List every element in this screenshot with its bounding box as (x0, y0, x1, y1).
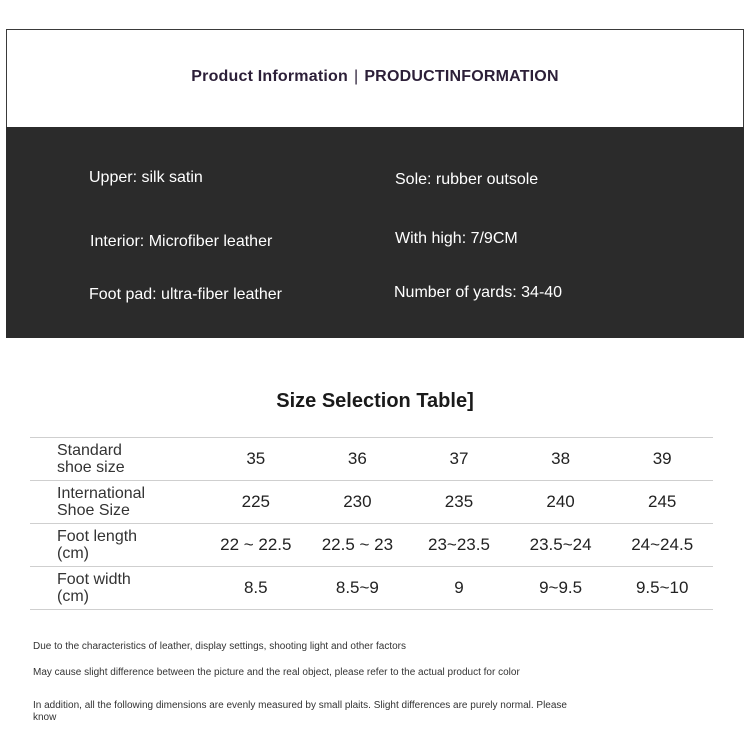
disclaimer-line-2: May cause slight difference between the picture and the real object, please refer to the actual product for color (33, 667, 520, 678)
table-cell: 22.5 ~ 23 (307, 524, 409, 567)
disclaimer-line-3: In addition, all the following dimensions are evenly measured by small plaits. Slight differences are purely normal. Please know (33, 700, 567, 723)
product-info-header (6, 29, 744, 127)
table-row (30, 481, 713, 524)
table-cell: 9 (408, 567, 510, 610)
product-info-panel (6, 127, 744, 338)
table-cell: 35 (205, 438, 307, 481)
info-upper: Upper: silk satin (89, 169, 203, 186)
table-cell: 23.5~24 (510, 524, 612, 567)
row-header-line: (cm) (57, 545, 89, 562)
table-cell: 240 (510, 481, 612, 524)
header-title-en: Product Information (191, 68, 348, 85)
table-cell: 225 (205, 481, 307, 524)
table-cell: 245 (611, 481, 713, 524)
row-header-line: shoe size (57, 459, 125, 476)
table-cell: 8.5~9 (307, 567, 409, 610)
row-header (30, 567, 205, 610)
table-cell: 8.5 (205, 567, 307, 610)
table-cell: 230 (307, 481, 409, 524)
table-cell: 38 (510, 438, 612, 481)
table-cell: 235 (408, 481, 510, 524)
table-row (30, 524, 713, 567)
table-cell: 39 (611, 438, 713, 481)
row-header (30, 438, 205, 481)
info-interior: Interior: Microfiber leather (90, 233, 273, 250)
table-cell: 9~9.5 (510, 567, 612, 610)
info-foot-pad: Foot pad: ultra-fiber leather (89, 286, 282, 303)
row-header-line: (cm) (57, 588, 89, 605)
table-cell: 22 ~ 22.5 (205, 524, 307, 567)
row-header (30, 481, 205, 524)
table-cell: 9.5~10 (611, 567, 713, 610)
row-header-line: Foot width (57, 571, 131, 588)
table-cell: 23~23.5 (408, 524, 510, 567)
disclaimer-line-1: Due to the characteristics of leather, display settings, shooting light and other factors (33, 641, 406, 652)
size-selection-table (30, 437, 713, 610)
size-table-title: Size Selection Table] (276, 390, 474, 412)
table-row (30, 567, 713, 610)
row-header-line: Shoe Size (57, 502, 130, 519)
info-yards: Number of yards: 34-40 (394, 284, 563, 301)
table-row (30, 438, 713, 481)
table-cell: 36 (307, 438, 409, 481)
info-heel: With high: 7/9CM (395, 230, 518, 247)
row-header (30, 524, 205, 567)
row-header-line: Standard (57, 442, 122, 459)
header-separator: | (353, 68, 359, 85)
table-cell: 37 (408, 438, 510, 481)
row-header-line: Foot length (57, 528, 138, 545)
table-cell: 24~24.5 (611, 524, 713, 567)
header-title-caps: PRODUCTINFORMATION (364, 68, 559, 85)
row-header-line: International (57, 485, 146, 502)
header-title (7, 68, 743, 86)
info-sole: Sole: rubber outsole (395, 171, 539, 188)
